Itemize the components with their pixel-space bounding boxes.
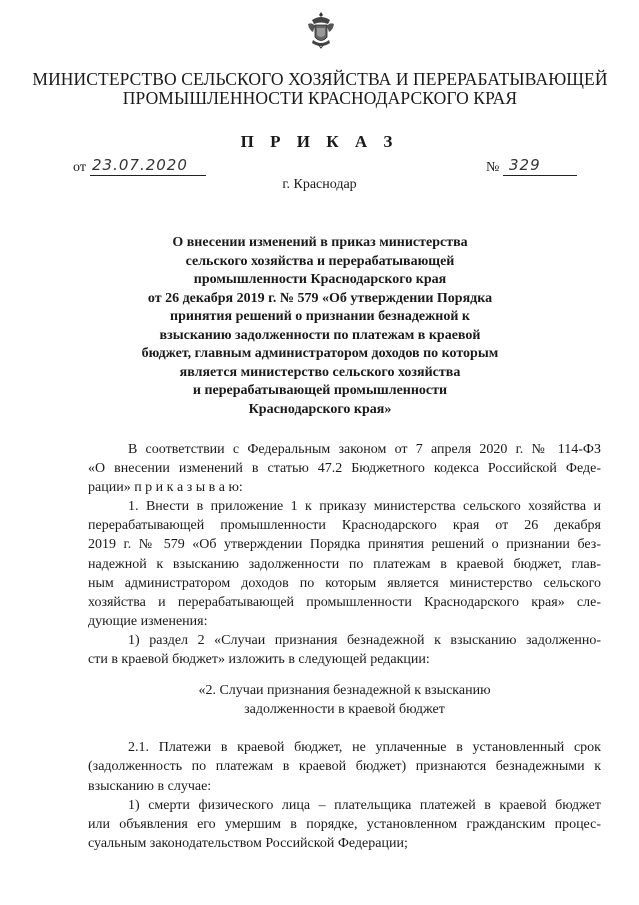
text-line: или объявления его умершим в порядке, установленном гражданским процес-: [88, 816, 601, 832]
title-line: и перерабатывающей промышленности: [192, 383, 448, 398]
text-line: (задолженность по платежам в краевой бюджет) признаются безнадежными к: [88, 759, 601, 775]
text-line: «О внесении изменений в статью 47.2 Бюджетного кодекса Российской Феде-: [88, 461, 601, 477]
ministry-name-line-1: МИНИСТЕРСТВО СЕЛЬСКОГО ХОЗЯЙСТВА И ПЕРЕРАБАТЫВАЮЩЕЙ: [32, 69, 608, 89]
document-type-heading: П Р И К А З: [240, 132, 399, 151]
text-line: 2019 г. № 579 «Об утверждении Порядка принятия решений о признании без-: [88, 537, 601, 553]
document-date: 23.07.2020: [90, 156, 206, 176]
ministry-name-line-2: ПРОМЫШЛЕННОСТИ КРАСНОДАРСКОГО КРАЯ: [122, 88, 518, 108]
title-line: принятия решений о признании безнадежной к: [170, 309, 470, 324]
text-line: ным администратором доходов по которым является министерство сельского: [88, 575, 601, 591]
text-line: суальным законодательством Российской Федерации;: [88, 835, 408, 851]
title-line: бюджет, главным администратором доходов по которым: [141, 346, 499, 361]
text-line: В соответствии с Федеральным законом от 7 апреля 2020 г. № 114-ФЗ: [128, 442, 601, 457]
title-line: от 26 декабря 2019 г. № 579 «Об утверждении Порядка: [147, 290, 493, 306]
paragraph-case-1: [88, 796, 601, 853]
paragraph-subitem-1: [88, 631, 601, 669]
title-line: сельского хозяйства и перерабатывающей: [185, 253, 455, 269]
section-heading-line: «2. Случаи признания безнадежной к взысканию: [198, 683, 491, 699]
date-prefix: от: [73, 160, 86, 175]
section-heading-line: задолженности в краевой бюджет: [244, 702, 445, 718]
coat-of-arms-emblem: [304, 10, 338, 50]
text-line: 1) смерти физического лица – плательщика платежей в краевой бюджет: [128, 797, 601, 813]
section-heading: [88, 681, 601, 719]
title-line: промышленности Краснодарского края: [193, 272, 447, 287]
text-line: рации» п р и к а з ы в а ю:: [88, 480, 243, 496]
city-label: г. Краснодар: [282, 177, 357, 192]
paragraph-2-1: [88, 738, 601, 795]
title-line: Краснодарского края»: [248, 401, 392, 417]
title-line: является министерство сельского хозяйства: [179, 364, 461, 380]
text-line: 2.1. Платежи в краевой бюджет, не уплаченные в установленный срок: [128, 740, 601, 756]
text-line: надежной к взысканию задолженности по платежам в краевой бюджет, глав-: [88, 556, 601, 572]
title-line: взысканию задолженности по платежам в краевой: [159, 327, 481, 343]
ministry-name: [30, 70, 610, 108]
document-number: 329: [503, 156, 577, 176]
text-line: сти в краевой бюджет» изложить в следующей редакции:: [88, 652, 430, 668]
text-line: перерабатывающей промышленности Краснодарского края от 26 декабря: [88, 518, 601, 534]
text-line: дующие изменения:: [88, 613, 208, 629]
text-line: хозяйства и перерабатывающей промышленности Краснодарского края» сле-: [88, 594, 601, 610]
paragraph-item-1: [88, 497, 601, 631]
text-line: 1. Внести в приложение 1 к приказу министерства сельского хозяйства и: [128, 499, 601, 515]
paragraph-preamble: [88, 440, 601, 497]
number-prefix: №: [486, 160, 500, 175]
order-body: [88, 440, 601, 853]
order-title: [120, 234, 520, 419]
text-line: взысканию в случае:: [88, 778, 212, 794]
text-line: 1) раздел 2 «Случаи признания безнадежной к взысканию задолженно-: [128, 632, 601, 648]
title-line: О внесении изменений в приказ министерства: [172, 235, 468, 250]
